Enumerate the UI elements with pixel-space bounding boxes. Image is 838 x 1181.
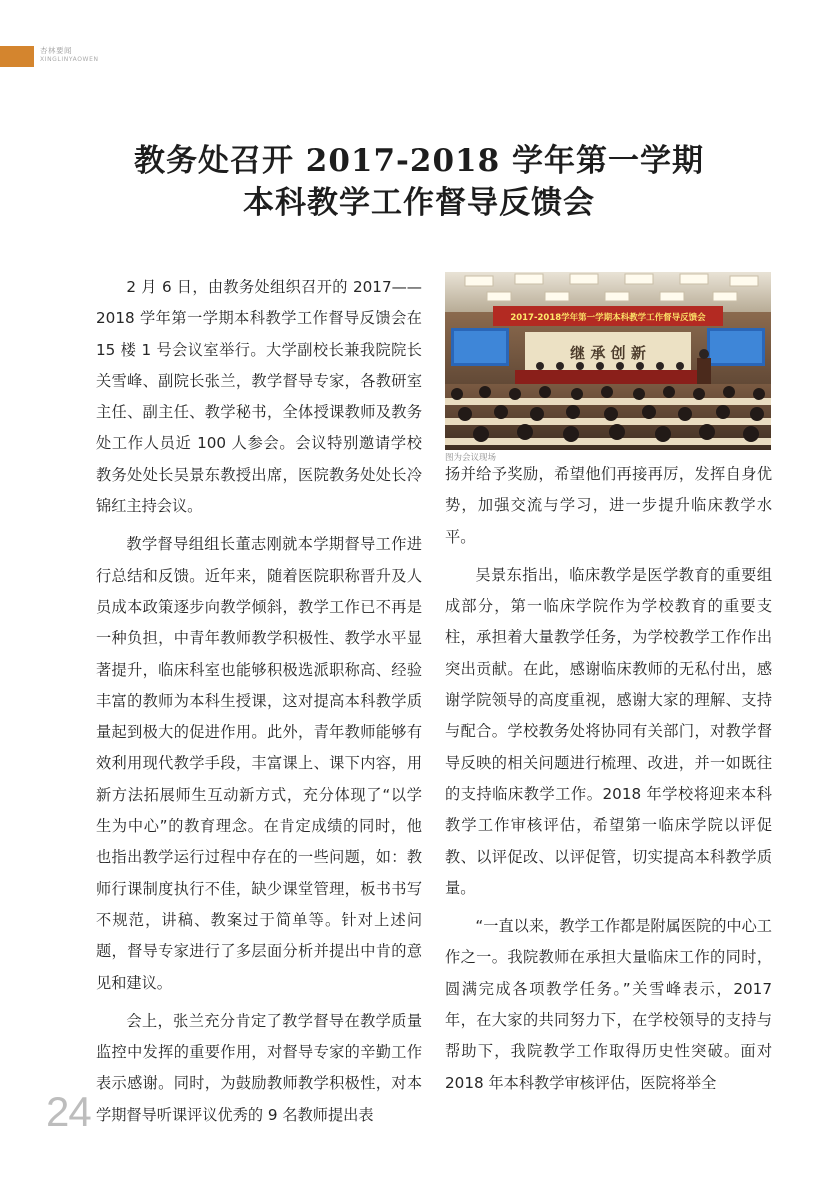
meeting-photo-image (445, 272, 771, 450)
page-number: 24 (46, 1088, 91, 1135)
section-name-pinyin: XINGLINYAOWEN (40, 56, 99, 63)
section-name: 杏林要闻 (40, 46, 72, 55)
title-line-1: 教务处召开 2017-2018 学年第一学期 (133, 143, 704, 179)
paragraph: 吴景东指出，临床教学是医学教育的重要组成部分，第一临床学院作为学校教育的重要支柱，承担着大量教学任务，为学校教学工作作出突出贡献。在此，感谢临床教师的无私付出，感谢学院领导的高度重视，感谢大家的理解、支持与配合。学校教务处将协同有关部门，对教学督导反映的相关问题进行梳理、改进，并一如既往的支持临床教学工作。2018 年学校将迎来本科教学工作审核评估，希望第一临床学院以评促教、以评促改、以评促管，切实提高本科教学质量。 (445, 565, 772, 897)
photo-caption: 图为会议现场 (445, 453, 497, 463)
paragraph: 扬并给予奖励，希望他们再接再厉，发挥自身优势，加强交流与学习，进一步提升临床教学水平。 (445, 465, 772, 546)
section-color-block (0, 46, 34, 67)
stage-backdrop-text: 继 承 创 新 (570, 344, 646, 362)
title-line-2: 本科教学工作督导反馈会 (243, 185, 595, 221)
paragraph: 2 月 6 日，由教务处组织召开的 2017——2018 学年第一学期本科教学工作督导反馈会在 15 楼 1 号会议室举行。大学副校长兼我院院长关雪峰、副院长张兰，教学督导专家，各教研室主任、副主任、教学秘书，全体授课教师及教务处工作人员近 100 人参会。会议特别邀请学校教务处处长吴景东教授出席，医院教务处处长冷锦红主持会议。 (96, 278, 422, 516)
article-column-left (96, 272, 422, 1131)
banner-text: 2017-2018学年第一学期本科教学工作督导反馈会 (510, 313, 706, 323)
meeting-photo (445, 272, 771, 450)
article-title (0, 140, 838, 224)
article-column-right (445, 459, 772, 1099)
paragraph: “一直以来，教学工作都是附属医院的中心工作之一。我院教师在承担大量临床工作的同时，圆满完成各项教学任务。”关雪峰表示，2017 年，在大家的共同努力下，在学校领导的支持与帮助下，我院教学工作取得历史性突破。面对 2018 年本科教学审核评估，医院将举全 (445, 917, 772, 1092)
paragraph: 会上，张兰充分肯定了教学督导在教学质量监控中发挥的重要作用，对督导专家的辛勤工作表示感谢。同时，为鼓励教师教学积极性，对本学期督导听课评议优秀的 9 名教师提出表 (96, 1011, 422, 1124)
paragraph: 教学督导组组长董志刚就本学期督导工作进行总结和反馈。近年来，随着医院职称晋升及人员成本政策逐步向教学倾斜，教学工作已不再是一种负担，中青年教师教学积极性、教学水平显著提升，临床科室也能够积极选派职称高、经验丰富的教师为本科生授课，这对提高本科教学质量起到极大的促进作用。此外，青年教师能够有效利用现代教学手段，丰富课上、课下内容，用新方法拓展师生互动新方式，充分体现了“以学生为中心”的教育理念。在肯定成绩的同时，他也指出教学运行过程中存在的一些问题，如：教师行课制度执行不佳，缺少课堂管理，板书书写不规范，讲稿、教案过于简单等。针对上述问题，督导专家进行了多层面分析并提出中肯的意见和建议。 (96, 535, 422, 992)
